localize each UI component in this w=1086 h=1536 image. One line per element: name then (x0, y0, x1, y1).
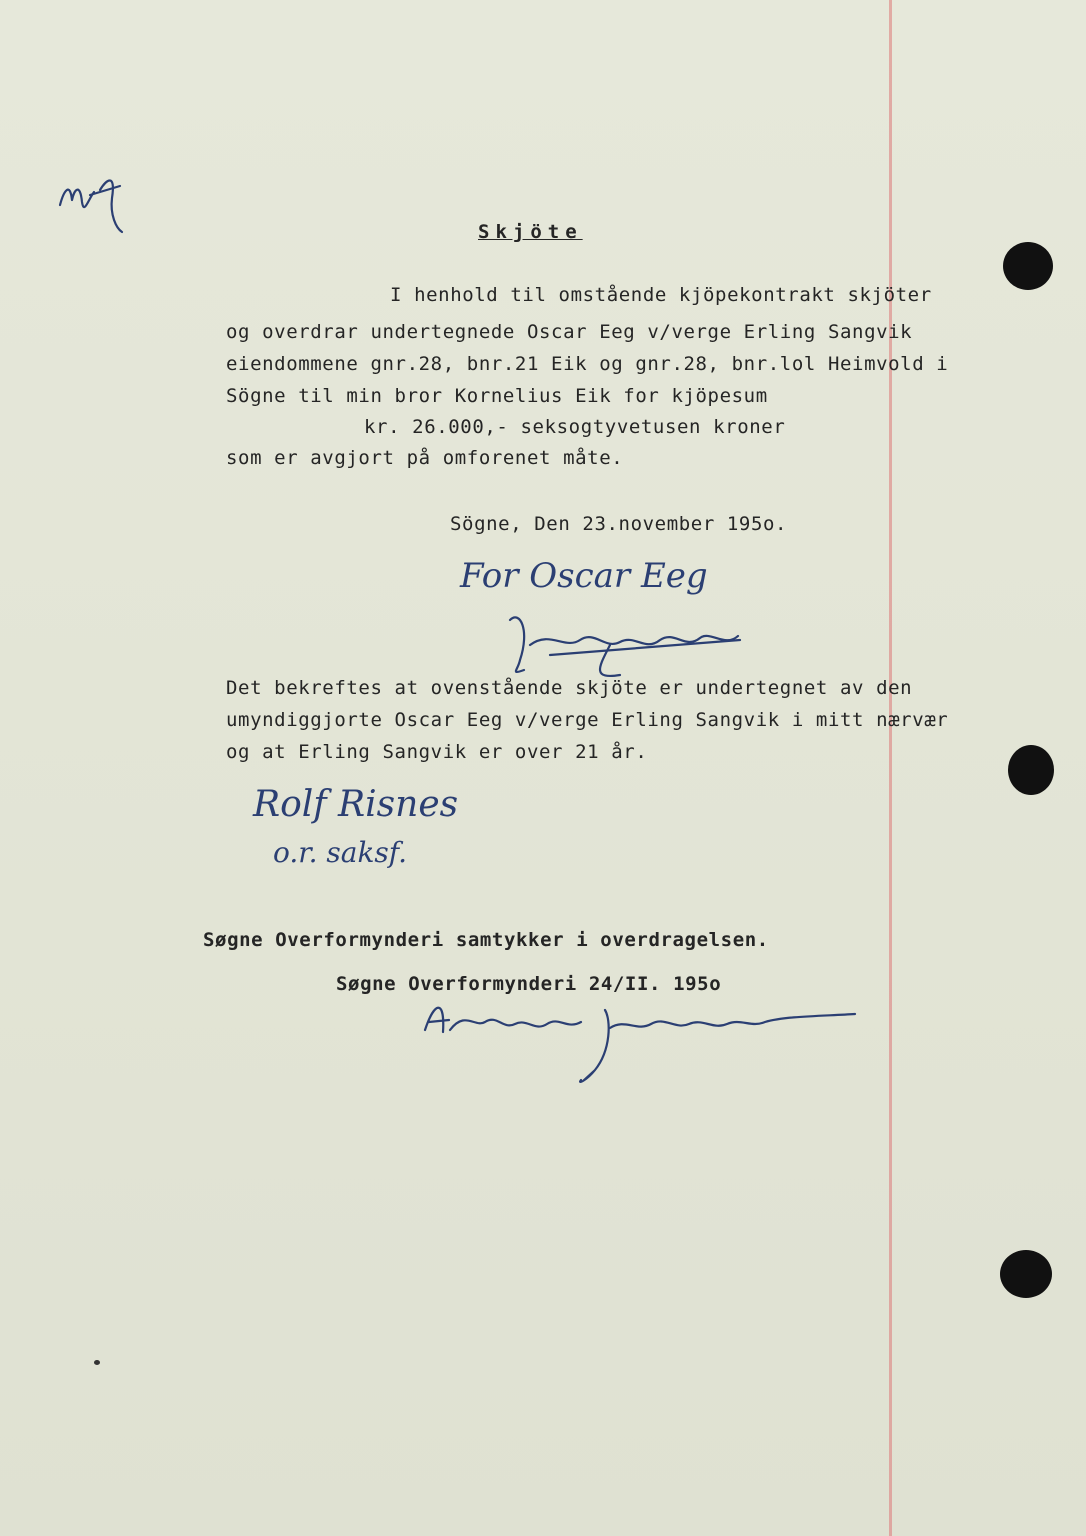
for-line-signature (440, 545, 780, 605)
svg-text:For Oscar Eeg: For Oscar Eeg (460, 556, 708, 596)
body-line-1: I henhold til omstående kjöpekontrakt skjöter (390, 284, 932, 306)
svg-text:o.r. saksf.: o.r. saksf. (273, 836, 408, 869)
initials-signature (50, 160, 140, 240)
overformynderi-signature (405, 990, 875, 1100)
punch-hole-bottom (1000, 1250, 1052, 1298)
confirmation-line-1: Det bekreftes at ovenstående skjöte er undertegnet av den (226, 677, 913, 699)
margin-rule (889, 0, 892, 1536)
ink-dot (94, 1360, 100, 1365)
confirmation-line-2: umyndiggjorte Oscar Eeg v/verge Erling Sangvik i mitt nærvær (226, 709, 949, 731)
confirmation-line-3: og at Erling Sangvik er over 21 år. (226, 741, 648, 763)
punch-hole-top (1003, 242, 1053, 290)
place-date: Sögne, Den 23.november 195o. (450, 513, 788, 535)
consent-date: Søgne Overformynderi 24/II. 195o (336, 973, 722, 995)
body-line-3: eiendommene gnr.28, bnr.21 Eik og gnr.28, bnr.lol Heimvold i (226, 353, 949, 375)
consent-statement: Søgne Overformynderi samtykker i overdragelsen. (203, 929, 769, 951)
body-line-5: kr. 26.000,- seksogtyvetusen kroner (364, 416, 786, 438)
body-line-4: Sögne til min bror Kornelius Eik for kjöpesum (226, 385, 768, 407)
svg-text:Rolf Risnes: Rolf Risnes (253, 784, 459, 825)
punch-hole-middle (1008, 745, 1054, 795)
document-heading: Skjöte (478, 221, 583, 243)
witness-signature (245, 770, 505, 880)
body-line-2: og overdrar undertegnede Oscar Eeg v/verge Erling Sangvik (226, 321, 913, 343)
body-line-6: som er avgjort på omforenet måte. (226, 447, 624, 469)
